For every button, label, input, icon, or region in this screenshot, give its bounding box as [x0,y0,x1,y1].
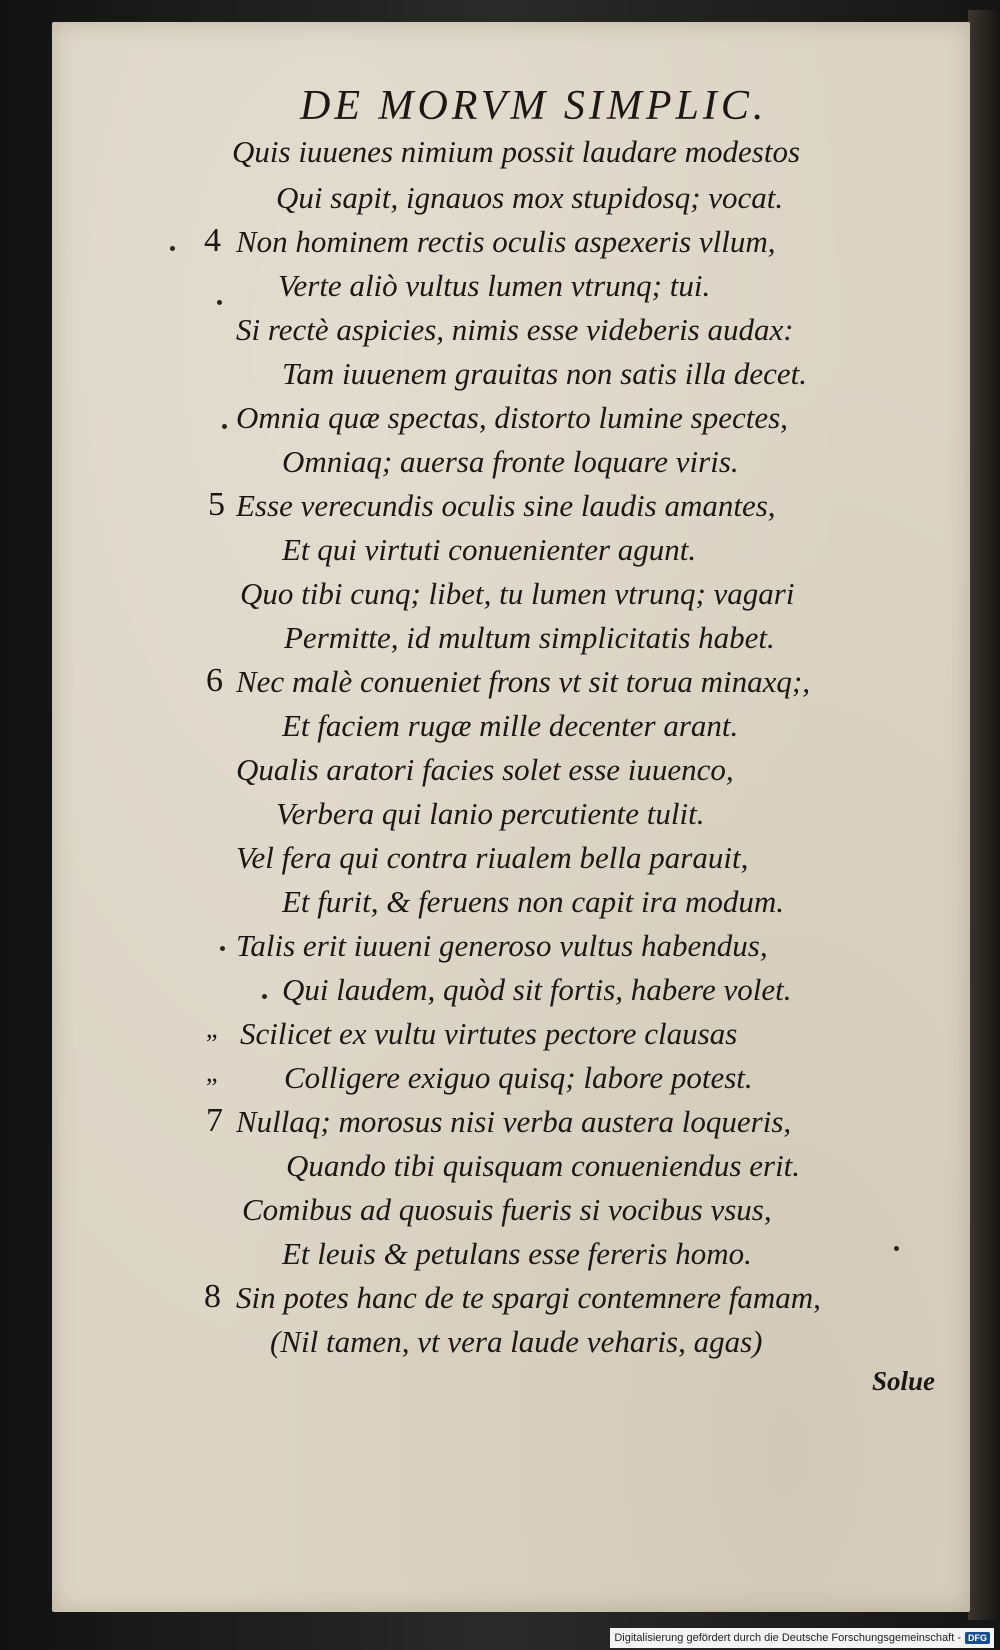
verse-line: Et faciem rugæ mille decenter arant. [282,708,739,743]
margin-dot [220,946,225,951]
catchword: Solue [872,1366,936,1396]
verse-line: Et furit, & feruens non capit ira modum. [282,884,785,919]
verse-number: 8 [204,1278,221,1315]
verse-line: Colligere exiguo quisq; labore potest. [284,1060,753,1095]
verse-line: Qui sapit, ignauos mox stupidosq; vocat. [276,180,784,215]
book-edge [968,10,1000,1620]
verse-line: Si rectè aspicies, nimis esse videberis audax: [236,312,794,347]
verse-line: Et leuis & petulans esse fereris homo. [282,1236,752,1271]
verse-line: Quo tibi cunq; libet, tu lumen vtrunq; vagari [240,576,795,611]
verse-line: Vel fera qui contra riualem bella parauit, [236,840,749,875]
verse-line: Permitte, id multum simplicitatis habet. [284,620,775,655]
verse-line: Talis erit iuueni generoso vultus habendus, [236,928,768,963]
verse-number: 4 [204,222,221,259]
verse-line: Sin potes hanc de te spargi contemnere famam, [236,1280,821,1315]
verse-line: Qui laudem, quòd sit fortis, habere volet. [282,972,792,1007]
verse-number: 5 [208,486,225,523]
running-header: DE MORVM SIMPLIC. [300,83,768,129]
verse-line: Esse verecundis oculis sine laudis amantes, [236,488,776,523]
quote-mark: „ [206,1058,218,1087]
dfg-logo: DFG [965,1632,990,1644]
verse-line: Omniaq; auersa fronte loquare viris. [282,444,739,479]
verse-line: Quando tibi quisquam conueniendus erit. [286,1148,801,1183]
quote-mark: „ [206,1014,218,1043]
credit-text: Digitalisierung gefördert durch die Deutsche Forschungsgemeinschaft - [614,1632,961,1644]
verse-line: Nec malè conueniet frons vt sit torua minaxq;, [236,664,810,699]
verse-line: Non hominem rectis oculis aspexeris vllum, [236,224,776,259]
digitization-credit [610,1628,994,1648]
verse-line: Nullaq; morosus nisi verba austera loqueris, [236,1104,792,1139]
verse-line: Scilicet ex vultu virtutes pectore clausas [240,1016,738,1051]
verse-line: Et qui virtuti conuenienter agunt. [282,532,697,567]
verse-line: Verbera qui lanio percutiente tulit. [276,796,705,831]
verse-line: Qualis aratori facies solet esse iuuenco, [236,752,734,787]
margin-dot [217,300,222,305]
verse-line: (Nil tamen, vt vera laude veharis, agas) [270,1324,763,1359]
margin-dot [222,424,227,429]
margin-dot [170,246,175,251]
verse-line: Comibus ad quosuis fueris si vocibus vsus, [242,1192,772,1227]
margin-dot [894,1246,899,1251]
verse-number: 6 [206,662,223,699]
verse-line: Verte aliò vultus lumen vtrunq; tui. [278,268,711,303]
margin-dot [262,994,267,999]
verse-line: Omnia quæ spectas, distorto lumine spectes, [236,400,788,435]
verse-line: Tam iuuenem grauitas non satis illa decet. [282,356,807,391]
verse-line: Quis iuuenes nimium possit laudare modestos [232,134,801,169]
verse-number: 7 [206,1102,223,1139]
